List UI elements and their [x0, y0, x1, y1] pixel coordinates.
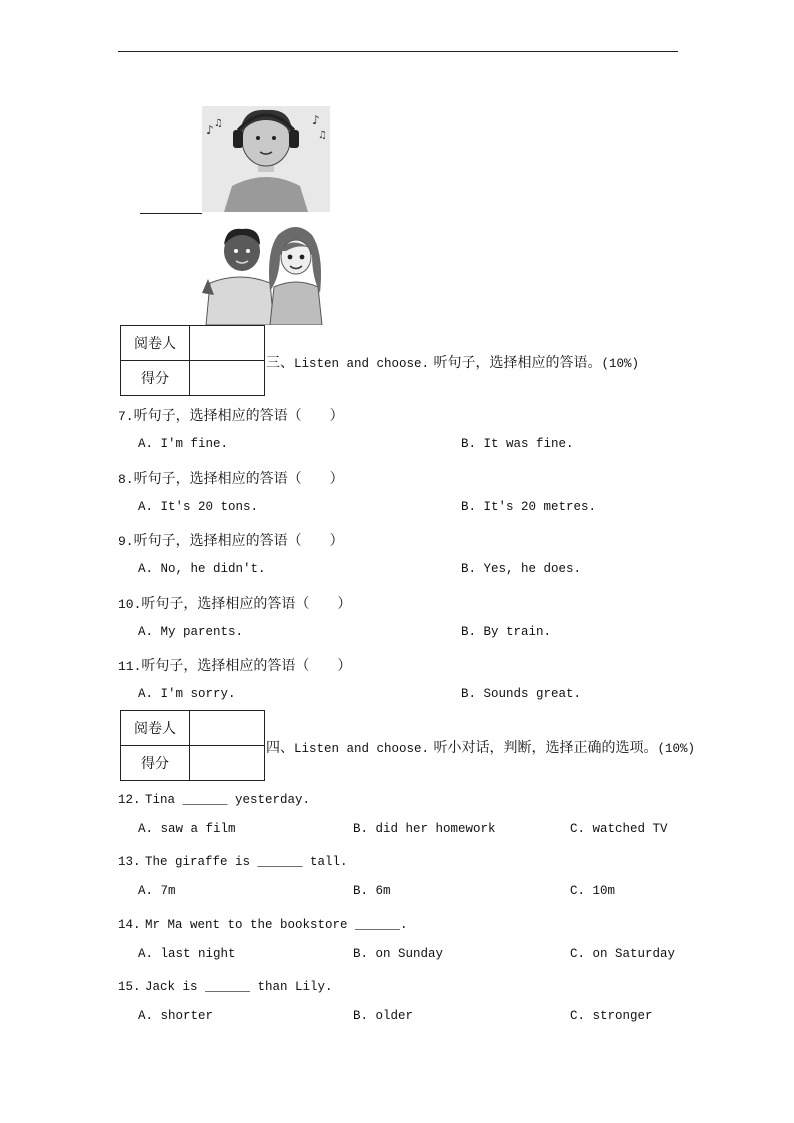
- question-7: 7.听句子，选择相应的答语（ ）: [118, 408, 344, 424]
- answer-blank-line: [140, 213, 202, 214]
- q15-option-c[interactable]: C. stronger: [570, 1009, 653, 1023]
- q9-option-b[interactable]: B. Yes, he does.: [461, 562, 582, 576]
- q7-option-b[interactable]: B. It was fine.: [461, 437, 574, 451]
- question-15: 15. Jack is ______ than Lily.: [118, 980, 333, 994]
- q14-option-b[interactable]: B. on Sunday: [353, 947, 444, 961]
- question-12: 12. Tina ______ yesterday.: [118, 793, 310, 807]
- svg-text:♫: ♫: [318, 130, 327, 141]
- q15-option-a[interactable]: A. shorter: [138, 1009, 214, 1023]
- header-rule: [118, 51, 678, 52]
- question-10: 10.听句子，选择相应的答语（ ）: [118, 596, 352, 612]
- reviewer-label: 阅卷人: [121, 711, 190, 746]
- question-13: 13. The giraffe is ______ tall.: [118, 855, 348, 869]
- q13-option-c[interactable]: C. 10m: [570, 884, 616, 898]
- q13-option-a[interactable]: A. 7m: [138, 884, 176, 898]
- headphones-boy-image: [202, 106, 330, 212]
- q9-option-a[interactable]: A. No, he didn't.: [138, 562, 266, 576]
- svg-text:♪: ♪: [206, 123, 214, 137]
- svg-text:♪: ♪: [312, 113, 320, 127]
- grader-score-table: [120, 710, 265, 781]
- q10-option-a[interactable]: A. My parents.: [138, 625, 244, 639]
- q7-option-a[interactable]: A. I'm fine.: [138, 437, 229, 451]
- q12-option-b[interactable]: B. did her homework: [353, 822, 496, 836]
- q10-option-b[interactable]: B. By train.: [461, 625, 552, 639]
- section-four-title: 四、Listen and choose. 听小对话，判断，选择正确的选项。(10%): [266, 740, 695, 756]
- question-8: 8.听句子，选择相应的答语（ ）: [118, 471, 344, 487]
- score-label: 得分: [121, 746, 190, 781]
- q15-option-b[interactable]: B. older: [353, 1009, 414, 1023]
- q14-option-a[interactable]: A. last night: [138, 947, 236, 961]
- q12-option-c[interactable]: C. watched TV: [570, 822, 668, 836]
- q8-option-b[interactable]: B. It's 20 metres.: [461, 500, 597, 514]
- q11-option-a[interactable]: A. I'm sorry.: [138, 687, 236, 701]
- q14-option-c[interactable]: C. on Saturday: [570, 947, 676, 961]
- section-three-title: 三、Listen and choose. 听句子，选择相应的答语。(10%): [266, 355, 639, 371]
- score-field[interactable]: [190, 361, 265, 396]
- q11-option-b[interactable]: B. Sounds great.: [461, 687, 582, 701]
- score-label: 得分: [121, 361, 190, 396]
- question-11: 11.听句子，选择相应的答语（ ）: [118, 658, 352, 674]
- question-14: 14. Mr Ma went to the bookstore ______.: [118, 918, 408, 932]
- q12-option-a[interactable]: A. saw a film: [138, 822, 236, 836]
- grader-score-table: [120, 325, 265, 396]
- reviewer-field[interactable]: [190, 711, 265, 746]
- reviewer-field[interactable]: [190, 326, 265, 361]
- svg-text:♫: ♫: [214, 118, 223, 129]
- q8-option-a[interactable]: A. It's 20 tons.: [138, 500, 259, 514]
- q13-option-b[interactable]: B. 6m: [353, 884, 391, 898]
- question-9: 9.听句子，选择相应的答语（ ）: [118, 533, 344, 549]
- boy-and-girl-image: [200, 221, 324, 325]
- score-field[interactable]: [190, 746, 265, 781]
- reviewer-label: 阅卷人: [121, 326, 190, 361]
